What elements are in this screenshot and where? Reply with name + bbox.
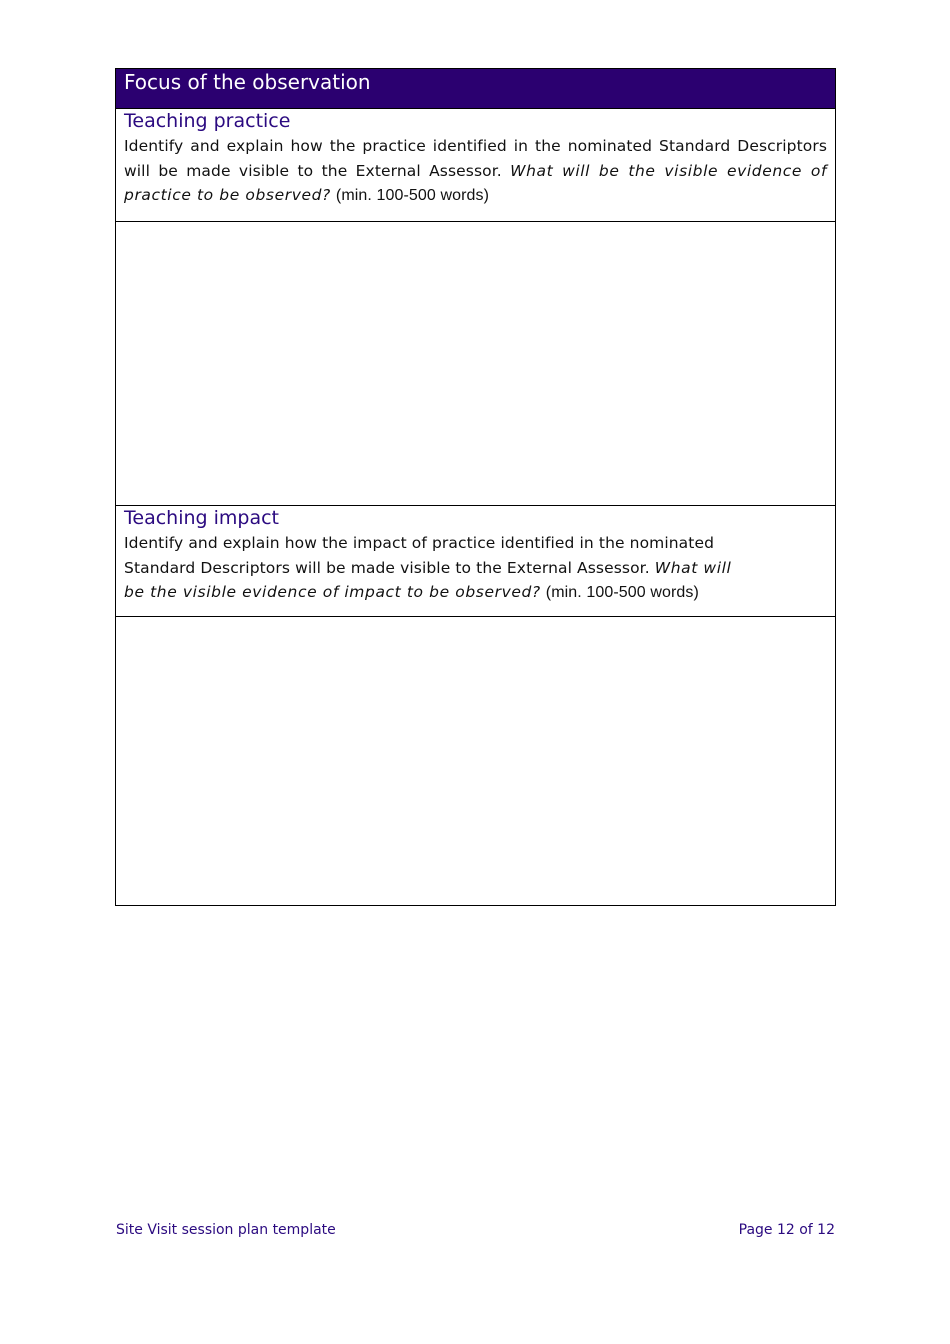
- teaching-impact-question: What will be the visible evidence of impact to be observed?: [124, 558, 732, 601]
- observation-focus-table: [115, 68, 836, 906]
- teaching-practice-question: What will be the visible evidence of practice to be observed?: [124, 161, 827, 204]
- footer-document-title: Site Visit session plan template: [116, 1222, 336, 1238]
- table-header: [116, 69, 835, 109]
- teaching-practice-word-limit: (min. 100-500 words): [335, 187, 490, 204]
- teaching-impact-answer-field[interactable]: [116, 617, 835, 905]
- teaching-impact-instruction: [124, 531, 755, 606]
- teaching-impact-word-limit: (min. 100-500 words): [545, 584, 699, 601]
- teaching-impact-instruction-text: Identify and explain how the impact of practice identified in the nominated Standard Descriptors will be made visible to the External Assessor.: [124, 534, 715, 577]
- teaching-practice-instruction-text: Identify and explain how the practice identified in the nominated Standard Descriptors will be made visible to the External Assessor.: [124, 137, 827, 180]
- teaching-impact-heading: Teaching impact: [124, 507, 280, 529]
- teaching-practice-answer-field[interactable]: [116, 222, 835, 506]
- teaching-practice-instruction: [124, 134, 827, 209]
- teaching-practice-heading: Teaching practice: [124, 110, 291, 132]
- footer-page-number: Page 12 of 12: [738, 1222, 835, 1238]
- teaching-impact-prompt: [116, 506, 835, 617]
- teaching-practice-prompt: [116, 109, 835, 222]
- table-title: Focus of the observation: [124, 70, 371, 94]
